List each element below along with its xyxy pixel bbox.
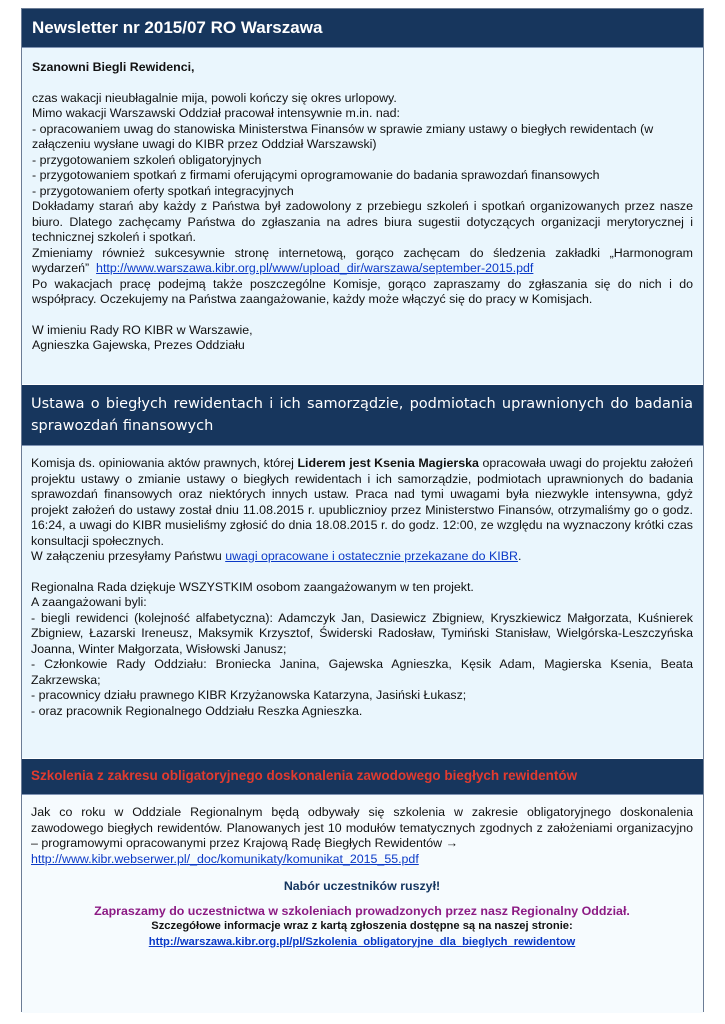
text-span: . [517,549,522,563]
signature-line: W imieniu Rady RO KIBR w Warszawie, [32,322,253,337]
ustawa-paragraph [31,456,693,549]
intro-line: - przygotowaniem spotkań z firmami oferującymi oprogramowanie do badania sprawozdań finansowych [32,168,600,182]
newsletter-page [21,8,704,1012]
ustawa-content [31,456,693,719]
website-text: Zmieniamy również sukcesywnie stronę internetową, gorąco zachęcam do śledzenia zakładki „Harmonogram wydarzeń” [32,245,693,275]
intro-line: - przygotowaniem oferty spotkań integracyjnych [32,183,294,198]
attachment-line [31,549,693,565]
intro-line: - opracowaniem uwag do stanowiska Ministerstwa Finansów w sprawie zmiany ustawy o biegłych rewidentach (w załączeniu wysłane uwagi do KIBR przez Oddział Warszawski) [32,121,654,151]
involved-line: A zaangażowani byli: [31,595,147,609]
list-item: - oraz pracownik Regionalnego Oddziału Reszka Agnieszka. [31,703,363,718]
attachment-link[interactable]: uwagi opracowane i ostatecznie przekazane do KIBR [225,549,518,563]
signature-line: Agnieszka Gajewska, Prezes Oddziału [32,338,245,352]
list-item: - Członkowie Rady Oddziału: Broniecka Janina, Gajewska Agnieszka, Kęsik Adam, Magierska Ksenia, Beata Zakrzewska; [31,657,693,687]
intro-section [22,47,703,384]
intro-line: czas wakacji nieubłagalnie mija, powoli kończy się okres urlopowy. [32,90,397,105]
ustawa-section [22,445,703,758]
section-header-szkolenia [22,759,703,794]
szkolenia-link[interactable]: http://warszawa.kibr.org.pl/pl/Szkolenia_obligatoryjne_dla_bieglych_rewidentow [148,935,576,948]
invitation-line: Zapraszamy do uczestnictwa w szkoleniach prowadzonych przez nasz Regionalny Oddział. [94,903,630,918]
details-line: Szczegółowe informacje wraz z kartą zgłoszenia dostępne są na naszej stronie: [151,920,573,932]
intro-line: Dokładamy starań aby każdy z Państwa był zadowolony z przebiegu szkoleń i spotkań organizowanych przez nasze biuro. Dlatego zachęcamy Państwa do zgłaszania na adres biura sugestii dotyczących organizacji merytorycznej i technicznej szkoleń i spotkań. [32,199,693,244]
komunikat-link[interactable]: http://www.kibr.webserwer.pl/_doc/komunikaty/komunikat_2015_55.pdf [31,851,419,866]
website-paragraph [32,246,693,277]
list-item: - biegli rewidenci (kolejność alfabetyczna): Adamczyk Jan, Dasiewicz Zbigniew, Kryszkiewicz Małgorzata, Kuśnierek Zbigniew, Łazarski Ireneusz, Maksymik Krzysztof, Świderski Radosław, Tymiński Stanisław, Wielgórska-Leszczyńska Joanna, Winter Małgorzata, Wisłowski Janusz; [31,610,693,656]
intro-content [32,60,693,354]
text-span: W załączeniu przesyłamy Państwu [31,549,226,563]
leader-name: Liderem jest Ksenia Magierska [297,456,479,470]
section-title: Szkolenia z zakresu obligatoryjnego doskonalenia zawodowego biegłych rewidentów [31,768,578,783]
newsletter-title: Newsletter nr 2015/07 RO Warszawa [32,18,323,37]
greeting: Szanowni Biegli Rewidenci, [32,60,195,74]
recruitment-note: Nabór uczestników ruszył! [283,879,441,893]
thanks-line: Regionalna Rada dziękuje WSZYSTKIM osobom zaangażowanym w ten projekt. [31,579,474,594]
szkolenia-content [31,805,693,950]
szkolenia-paragraph: Jak co roku w Oddziale Regionalnym będą odbywały się szkolenia w zakresie obligatoryjnego doskonalenia zawodowego biegłych rewidentów. Planowanych jest 10 modułów tematycznych zgodnych z założeniami organizacyjno – programowymi opracowanymi przez Krajową Radę Biegłych Rewidentów → [31,805,693,850]
section-header-ustawa [22,385,703,445]
intro-line: - przygotowaniem szkoleń obligatoryjnych [32,152,262,167]
list-item: - pracownicy działu prawnego KIBR Krzyżanowska Katarzyna, Jasiński Łukasz; [31,688,467,702]
section-title: Ustawa o biegłych rewidentach i ich samorządzie, podmiotach uprawnionych do badania sprawozdań finansowych [31,396,693,434]
text-span: opracowała uwagi do projektu założeń projektu ustawy o zmianie ustawy o biegłych rewidentach i ich samorządzie, podmiotach uprawnionych do badania sprawozdań finansowych oraz niektórych innych ustaw. Praca nad tymi uwagami była niezwykle intensywna, gdyż projekt założeń do ustawy został dniu 11.08.2015 r. upublicznioy przez Ministerstwo Finansów, otrzymaliśmy go o godz. 16:24, a uwagi do KIBR musieliśmy zgłosić do dnia 18.08.2015 r. do godz. 12:00, ze względu na wyznaczony krótki czas konsultacji społecznych. [31,456,694,548]
text-span: Komisja ds. opiniowania aktów prawnych, której [31,456,298,470]
harmonogram-link[interactable]: http://www.warszawa.kibr.org.pl/www/upload_dir/warszawa/september-2015.pdf [96,261,534,275]
szkolenia-section [22,794,703,1013]
newsletter-title-bar [22,9,703,47]
closing-paragraph: Po wakacjach pracę podejmą także poszczególne Komisje, gorąco zapraszamy do zgłaszania się do nich i do współpracy. Oczekujemy na Państwa zaangażowanie, każdy może włączyć się do pracy w Komisjach. [32,276,693,306]
intro-line: Mimo wakacji Warszawski Oddział pracował intensywnie m.in. nad: [32,106,400,120]
